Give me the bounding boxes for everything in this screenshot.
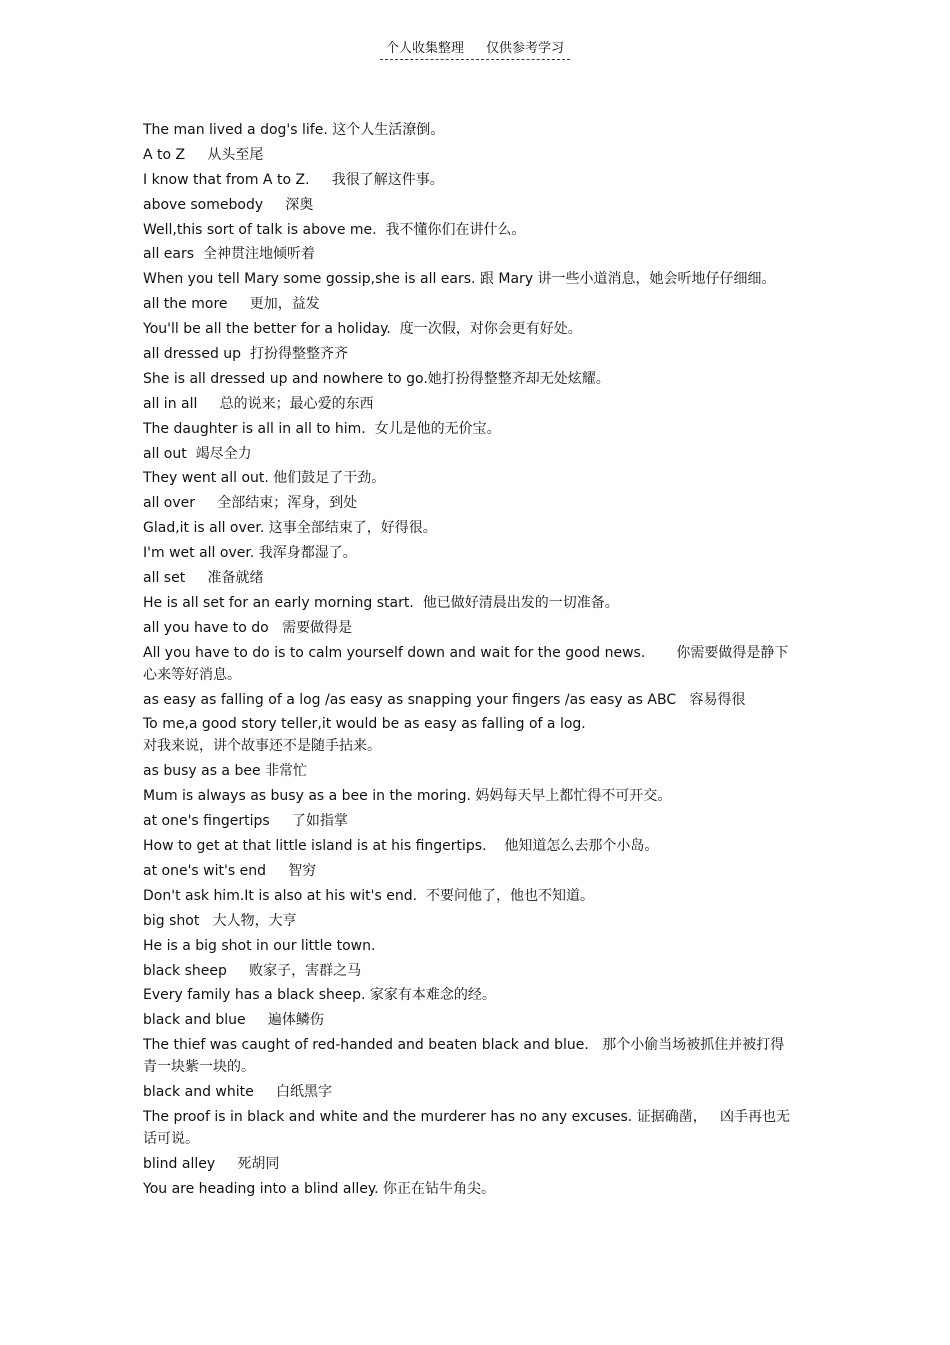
text-line: A to Z 从头至尾 — [143, 146, 264, 163]
page-header — [0, 40, 950, 60]
text-line: All you have to do is to calm yourself down and wait for the good news. 你需要做得是静下心来等好消息。 — [143, 644, 789, 683]
text-line: You are heading into a blind alley. 你正在钻牛角尖。 — [143, 1180, 496, 1197]
text-line: Glad,it is all over. 这事全部结束了，好得很。 — [143, 520, 437, 537]
text-line: black and white 白纸黑字 — [143, 1084, 332, 1101]
text-line: black and blue 遍体鳞伤 — [143, 1012, 324, 1029]
text-line: Mum is always as busy as a bee in the moring. 妈妈每天早上都忙得不可开交。 — [143, 788, 672, 805]
text-line: The thief was caught of red-handed and beaten black and blue. 那个小偷当场被抓住并被打得青一块紫一块的。 — [143, 1037, 785, 1076]
text-line: The proof is in black and white and the murderer has no any excuses. 证据确凿， 凶手再也无话可说。 — [143, 1108, 791, 1147]
text-line: Well,this sort of talk is above me. 我不懂你们在讲什么。 — [143, 221, 526, 238]
text-line: all you have to do 需要做得是 — [143, 619, 353, 636]
text-line: all the more 更加，益发 — [143, 296, 320, 313]
header-right: 仅供参考学习 — [486, 41, 565, 56]
text-line: all over 全部结束；浑身，到处 — [143, 495, 358, 512]
text-line: all out 竭尽全力 — [143, 445, 252, 462]
text-line: You'll be all the better for a holiday. 度一次假，对你会更有好处。 — [143, 321, 582, 338]
text-line: at one's wit's end 智穷 — [143, 862, 317, 879]
header-text — [380, 40, 570, 60]
text-line: blind alley 死胡同 — [143, 1155, 280, 1172]
text-line: Every family has a black sheep. 家家有本难念的经。 — [143, 987, 496, 1004]
text-line: To me,a good story teller,it would be as easy as falling of a log. 对我来说，讲个故事还不是随手拈来。 — [143, 716, 586, 755]
text-line: at one's fingertips 了如指掌 — [143, 813, 348, 830]
text-line: all in all 总的说来；最心爱的东西 — [143, 395, 374, 412]
text-line: big shot 大人物，大亨 — [143, 912, 297, 929]
text-line: How to get at that little island is at his fingertips. 他知道怎么去那个小岛。 — [143, 838, 659, 855]
text-line: black sheep 败家子，害群之马 — [143, 962, 362, 979]
text-line: all set 准备就绪 — [143, 570, 264, 587]
text-line: He is all set for an early morning start. 他已做好清晨出发的一切准备。 — [143, 594, 619, 611]
text-line: I'm wet all over. 我浑身都湿了。 — [143, 545, 357, 562]
text-line: as easy as falling of a log /as easy as snapping your fingers /as easy as ABC 容易得很 — [143, 691, 746, 708]
text-line: She is all dressed up and nowhere to go.她打扮得整整齐却无处炫耀。 — [143, 370, 610, 387]
text-line: as busy as a bee 非常忙 — [143, 763, 308, 780]
text-line: They went all out. 他们鼓足了干劲。 — [143, 470, 386, 487]
header-left: 个人收集整理 — [385, 41, 464, 56]
text-line: I know that from A to Z. 我很了解这件事。 — [143, 171, 444, 188]
text-line: above somebody 深奥 — [143, 196, 314, 213]
text-line: He is a big shot in our little town. — [143, 937, 376, 954]
text-line: all ears 全神贯注地倾听着 — [143, 246, 315, 263]
text-line: When you tell Mary some gossip,she is all ears. 跟 Mary 讲一些小道消息，她会听地仔仔细细。 — [143, 271, 776, 288]
text-line: Don't ask him.It is also at his wit's end. 不要问他了，他也不知道。 — [143, 887, 594, 904]
text-line: The man lived a dog's life. 这个人生活潦倒。 — [143, 122, 445, 138]
text-line: all dressed up 打扮得整整齐齐 — [143, 346, 348, 363]
document-body — [143, 119, 798, 1203]
text-line: The daughter is all in all to him. 女儿是他的无价宝。 — [143, 420, 501, 437]
